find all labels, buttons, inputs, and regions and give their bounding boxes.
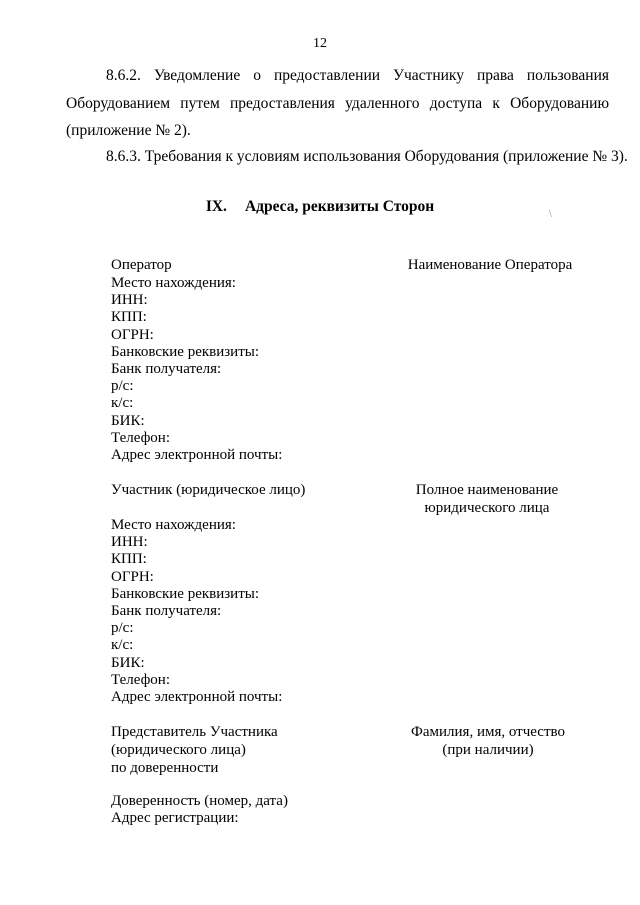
field-bank-name: Банк получателя: (111, 360, 222, 377)
field-email: Адрес электронной почты: (111, 446, 283, 463)
full-name-line-1: Фамилия, имя, отчество (411, 724, 565, 740)
word: пользования (526, 67, 610, 84)
representative-left (111, 723, 278, 777)
representative-line-2: (юридического лица) (111, 742, 246, 758)
participant-header: Участник (юридическое лицо) (111, 482, 306, 498)
field-corr-account: к/с: (111, 637, 134, 654)
field-account: р/с: (111, 620, 134, 637)
word: предоставления (230, 95, 335, 112)
participant-name-line-2: юридического лица (424, 499, 550, 516)
field-corr-account: к/с: (111, 395, 134, 412)
paragraph-8-6-2-line-1 (106, 64, 609, 88)
paragraph-8-6-3: 8.6.3. Требования к условиям использования Оборудования (приложение № 3). (106, 148, 628, 165)
representative-name-placeholder (398, 723, 578, 759)
word: Оборудованию (510, 95, 610, 112)
field-kpp: КПП: (111, 551, 147, 568)
word: 8.6.2. Уведомление (106, 67, 241, 84)
representative-fields (111, 793, 288, 827)
field-location: Место нахождения: (111, 275, 236, 291)
word: права (476, 67, 514, 84)
participant-fields (111, 517, 282, 706)
stray-mark: \ (549, 209, 552, 220)
word: Участнику (393, 67, 464, 84)
word: о (253, 67, 261, 84)
field-ogrn: ОГРН: (111, 568, 154, 585)
section-number: IX. (205, 198, 227, 215)
participant-name-line-1: Полное наименование (415, 482, 559, 498)
field-bank-details: Банковские реквизиты: (111, 585, 260, 602)
full-name-line-2: (при наличии) (442, 742, 534, 758)
field-inn: ИНН: (111, 534, 148, 551)
word: удаленного (345, 95, 420, 112)
word: предоставлении (273, 67, 381, 84)
section-title: Адреса, реквизиты Сторон (244, 198, 435, 215)
operator-fields (111, 275, 282, 464)
field-registration-address: Адрес регистрации: (111, 810, 239, 827)
field-kpp: КПП: (111, 309, 147, 326)
field-bank-name: Банк получателя: (111, 602, 222, 619)
field-inn: ИНН: (111, 292, 148, 309)
representative-line-3: по доверенности (111, 760, 219, 776)
operator-name-placeholder: Наименование Оператора (407, 257, 573, 273)
page-number: 12 (313, 36, 327, 51)
word: к (492, 95, 500, 112)
participant-name-placeholder (397, 482, 577, 517)
field-bank-details: Банковские реквизиты: (111, 343, 260, 360)
field-bik: БИК: (111, 654, 145, 671)
field-email: Адрес электронной почты: (111, 688, 283, 705)
operator-header: Оператор (111, 257, 172, 273)
paragraph-8-6-2-line-2 (66, 92, 609, 116)
field-phone: Телефон: (111, 671, 170, 688)
word: Оборудованием (66, 95, 171, 112)
field-phone: Телефон: (111, 429, 170, 446)
word: путем (180, 95, 220, 112)
word: доступа (429, 95, 483, 112)
paragraph-8-6-2-line-3: (приложение № 2). (66, 122, 191, 139)
section-heading (0, 198, 640, 216)
field-ogrn: ОГРН: (111, 326, 154, 343)
representative-line-1: Представитель Участника (111, 724, 278, 740)
field-power-of-attorney: Доверенность (номер, дата) (111, 793, 288, 809)
field-location: Место нахождения: (111, 517, 236, 533)
field-bik: БИК: (111, 412, 145, 429)
field-account: р/с: (111, 378, 134, 395)
